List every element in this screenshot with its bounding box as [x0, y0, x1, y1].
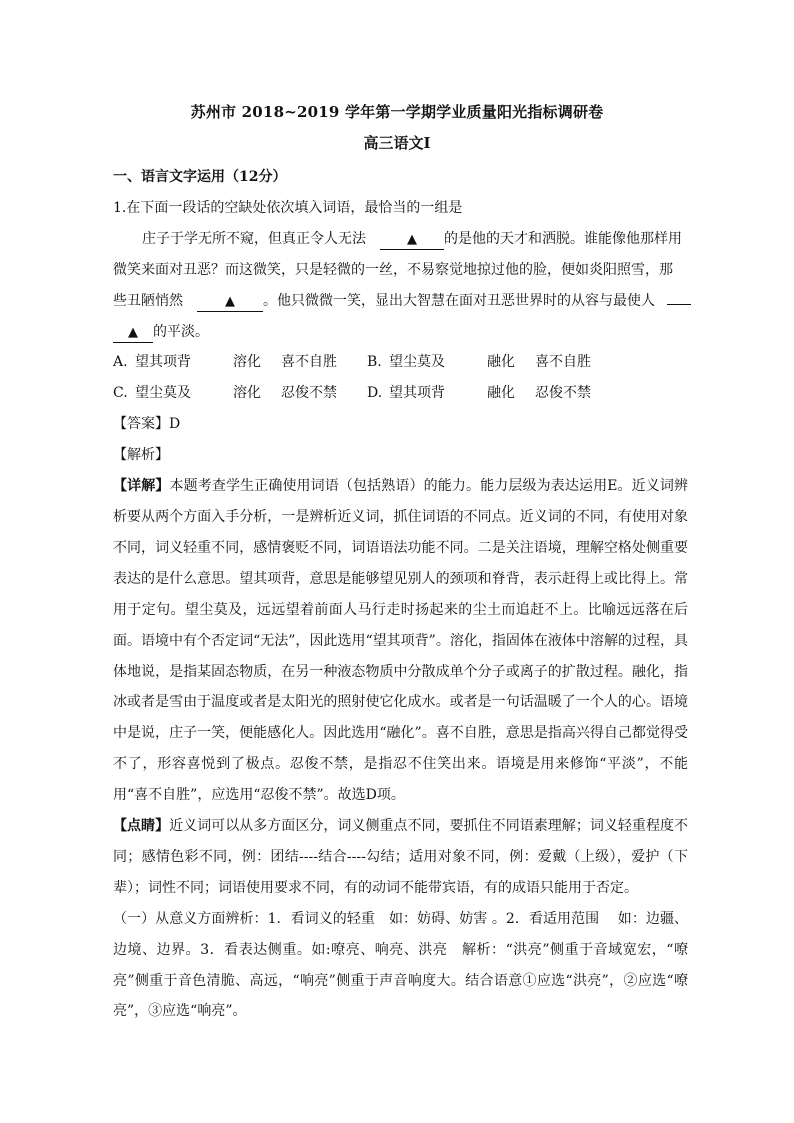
passage-text: 的是他的天才和洒脱。谁能像他那样用 [444, 230, 682, 247]
detail-text: 本题考查学生正确使用词语（包括熟语）的能力。能力层级为表达运用E。近义词辨析要从两个方面入手分析，一是辨析近义词，抓住词语的不同点。近义词的不同，有使用对象不同，词义轻重不同，感情褒贬不同，词语语法功能不同。二是关注语境，理解空格处侧重要表达的是什么意思。望其项背，意思是能够望见别人的颈项和脊背，表示赶得上或比得上。常用于定句。望尘莫及，远远望着前面人马行走时扬起来的尘土而追赶不上。比喻远远落在后面。语境中有个否定词“无法”，因此选用“望其项背”。溶化，指固体在液体中溶解的过程，具体地说，是指某固态物质，在另一种液态物质中分散成单个分子或离子的扩散过程。融化，指冰或者是雪由于温度或者是太阳光的照射使它化成水。或者是一句话温暖了一个人的心。语境中是说，庄子一笑，便能感化人。因此选用“融化”。喜不自胜，意思是指高兴得自己都觉得受不了，形容喜悦到了极点。忍俊不禁，是指忍不住笑出来。语境是用来修饰“平淡”，不能用“喜不自胜”，应选用“忍俊不禁”。故选D项。 [113, 478, 689, 804]
option-b-word-2: 融化 [487, 354, 515, 371]
tip-paragraph [113, 811, 688, 904]
blank-3: ▲ [113, 324, 153, 343]
page-title: 苏州市 2018~2019 学年第一学期学业质量阳光指标调研卷 [190, 103, 604, 121]
passage-line-1 [113, 224, 688, 255]
options-row-1 [113, 347, 688, 378]
blank-1: ▲ [380, 231, 444, 250]
options-row-2 [113, 378, 688, 409]
option-b-label: B. [367, 354, 382, 371]
option-b-word-1: 望尘莫及 [389, 354, 445, 371]
option-a-word-2: 溶化 [233, 354, 261, 371]
passage-line-4 [113, 317, 688, 348]
passage-line-3 [113, 286, 688, 317]
tip-tag: 【点睛】 [113, 818, 170, 835]
blank-2: ▲ [197, 293, 263, 312]
detail-tag: 【详解】 [113, 478, 170, 495]
document-body [113, 162, 688, 1027]
blank-3-underline [667, 304, 691, 305]
passage-text: 。他只微微一笑，显出大智慧在面对丑恶世界时的从容与最使人 [263, 292, 655, 309]
option-c-word-2: 溶化 [233, 385, 261, 402]
tip-text: 近义词可以从多方面区分，词义侧重点不同，要抓住不同语素理解；词义轻重程度不同；感情色彩不同，例：团结----结合----勾结；适用对象不同，例：爱戴（上级），爱护（下辈）；词性不同；词语使用要求不同，有的动词不能带宾语，有的成语只能用于否定。 [113, 818, 689, 896]
answer-tag: 【答案】 [113, 416, 169, 433]
option-a-word-3: 喜不自胜 [281, 354, 337, 371]
option-d-word-2: 融化 [487, 385, 515, 402]
detail-paragraph [113, 471, 688, 811]
analysis-heading: 【解析】 [113, 447, 169, 464]
option-d-word-1: 望其项背 [389, 385, 445, 402]
passage-text: 的平淡。 [153, 323, 209, 340]
method-paragraph: （一）从意义方面辨析：1．看词义的轻重 如：妨碍、妨害 。2．看适用范围 如：边疆、边境、边界。3．看表达侧重。如:嘹亮、响亮、洪亮 解析：“洪亮”侧重于音域宽宏，“嘹亮”侧重于音色清脆、高远，“响亮”侧重于声音响度大。结合语意①应选“洪亮”，②应选“嘹亮”，③应选“响亮”。 [113, 910, 688, 1020]
page-subtitle: 高三语文Ⅰ [363, 134, 431, 152]
answer-line [113, 409, 688, 440]
option-c-word-1: 望尘莫及 [135, 385, 191, 402]
option-c-word-3: 忍俊不禁 [281, 385, 337, 402]
passage-text: 些丑陋悄然 [113, 292, 183, 309]
passage-line-2: 微笑来面对丑恶？而这微笑，只是轻微的一丝，不易察觉地掠过他的脸，便如炎阳照雪，那 [113, 261, 673, 278]
option-b-word-3: 喜不自胜 [535, 354, 591, 371]
question-stem: 1.在下面一段话的空缺处依次填入词语，最恰当的一组是 [113, 199, 463, 216]
option-c-label: C. [113, 385, 128, 402]
option-d-label: D. [367, 385, 383, 402]
option-a-label: A. [113, 354, 128, 371]
option-a-word-1: 望其项背 [135, 354, 191, 371]
option-d-word-3: 忍俊不禁 [535, 385, 591, 402]
section-heading: 一、语言文字运用（12分） [113, 169, 287, 185]
answer-value: D [169, 416, 181, 433]
passage-text: 庄子于学无所不窥，但真正令人无法 [142, 230, 366, 247]
